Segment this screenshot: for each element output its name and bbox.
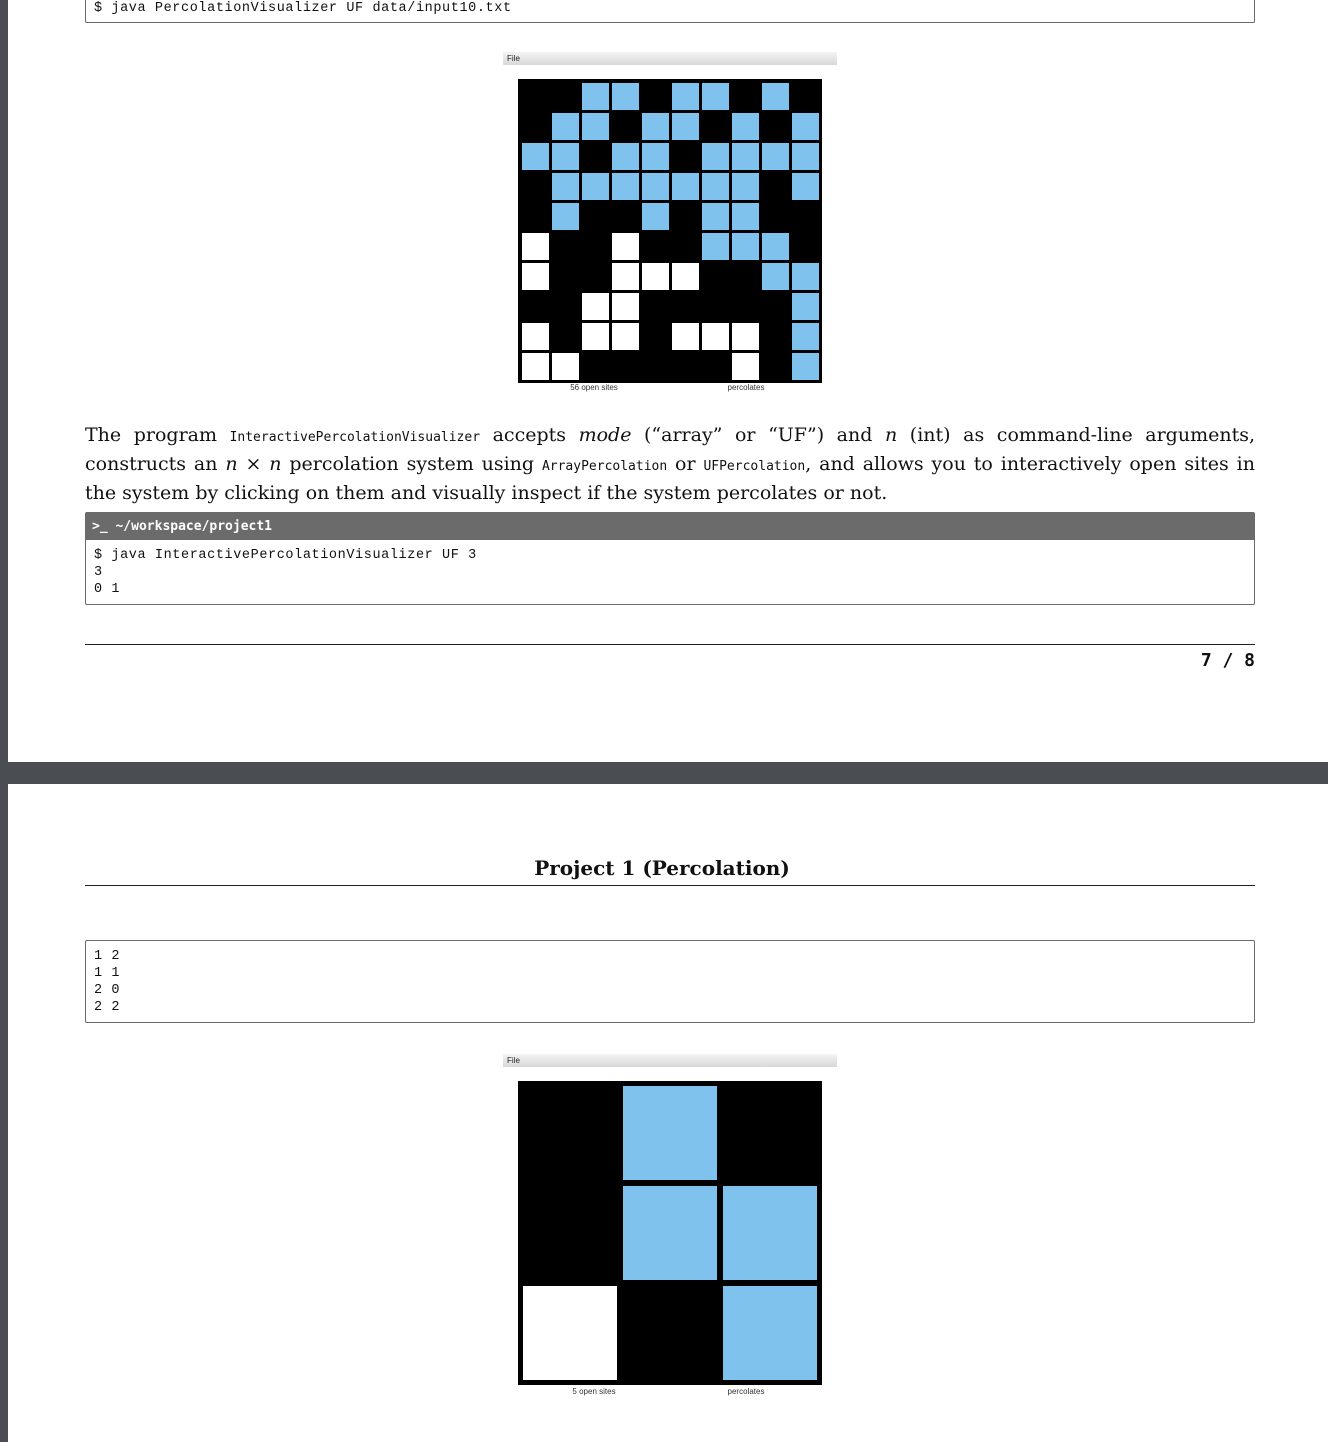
open-site[interactable] — [522, 263, 549, 290]
full-site[interactable] — [642, 203, 669, 230]
file-menu[interactable]: File — [507, 54, 520, 63]
open-site[interactable] — [522, 323, 549, 350]
full-site[interactable] — [702, 173, 729, 200]
text: or — [667, 453, 704, 475]
page-7 — [8, 0, 1328, 762]
full-site[interactable] — [612, 173, 639, 200]
text: (“array” or “UF”) and — [631, 424, 885, 446]
text: percolation system using — [281, 453, 542, 475]
full-site[interactable] — [732, 113, 759, 140]
full-site[interactable] — [723, 1186, 817, 1280]
terminal-top — [85, 0, 1255, 23]
full-site[interactable] — [702, 143, 729, 170]
file-menu[interactable]: File — [507, 1056, 520, 1065]
text: (int) as command-line arguments, constructs an — [85, 424, 1255, 475]
menu-bar — [503, 1054, 837, 1067]
terminal-input — [85, 940, 1255, 1023]
full-site[interactable] — [642, 173, 669, 200]
percolation-visualizer-window-small — [503, 1054, 837, 1402]
full-site[interactable] — [552, 173, 579, 200]
page-number: 7 / 8 — [1200, 650, 1255, 671]
full-site[interactable] — [582, 83, 609, 110]
menu-bar — [503, 52, 837, 65]
full-site[interactable] — [702, 83, 729, 110]
full-site[interactable] — [642, 113, 669, 140]
percolation-visualizer-window — [503, 52, 837, 396]
full-site[interactable] — [732, 173, 759, 200]
full-site[interactable] — [732, 233, 759, 260]
terminal-line: 0 1 — [94, 582, 121, 597]
percolates-label: percolates — [727, 1387, 765, 1396]
full-site[interactable] — [552, 203, 579, 230]
terminal-header: >_ ~/workspace/project1 — [86, 513, 1254, 540]
full-site[interactable] — [723, 1286, 817, 1380]
open-site[interactable] — [672, 263, 699, 290]
open-site[interactable] — [582, 293, 609, 320]
status-bar — [518, 383, 822, 395]
full-site[interactable] — [732, 203, 759, 230]
full-site[interactable] — [792, 173, 819, 200]
full-site[interactable] — [792, 113, 819, 140]
full-site[interactable] — [672, 173, 699, 200]
full-site[interactable] — [792, 323, 819, 350]
code-class-name: UFPercolation — [703, 459, 806, 474]
open-site[interactable] — [522, 233, 549, 260]
full-site[interactable] — [762, 83, 789, 110]
terminal-line: 1 2 — [94, 949, 121, 964]
terminal-line: 3 — [94, 565, 103, 580]
math-n-by-n: n × n — [225, 453, 282, 475]
terminal-top-body — [86, 0, 1254, 23]
open-sites-label: 56 open sites — [570, 383, 618, 392]
open-site[interactable] — [732, 353, 759, 380]
open-site[interactable] — [522, 353, 549, 380]
math-mode: mode — [578, 424, 632, 446]
full-site[interactable] — [762, 263, 789, 290]
open-site[interactable] — [642, 263, 669, 290]
full-site[interactable] — [792, 143, 819, 170]
open-site[interactable] — [552, 353, 579, 380]
terminal-interactive — [85, 512, 1255, 605]
full-site[interactable] — [672, 113, 699, 140]
description-paragraph — [85, 422, 1255, 506]
open-site[interactable] — [523, 1286, 617, 1380]
text: The program — [85, 424, 230, 446]
terminal-line: $ java InteractivePercolationVisualizer UF 3 — [94, 548, 477, 563]
terminal-body — [86, 941, 1254, 1022]
full-site[interactable] — [552, 113, 579, 140]
full-site[interactable] — [582, 113, 609, 140]
terminal-line: 1 1 — [94, 966, 121, 981]
footer-rule — [85, 644, 1255, 645]
open-site[interactable] — [612, 233, 639, 260]
open-site[interactable] — [582, 323, 609, 350]
full-site[interactable] — [792, 293, 819, 320]
text: , and allows you to interactively open sites in the system by clicking on them and visually inspect if the system percolates or not. — [85, 453, 1255, 504]
full-site[interactable] — [702, 233, 729, 260]
percolates-label: percolates — [727, 383, 765, 392]
full-site[interactable] — [672, 83, 699, 110]
terminal-body — [86, 540, 1254, 604]
full-site[interactable] — [792, 263, 819, 290]
open-site[interactable] — [612, 323, 639, 350]
open-site[interactable] — [612, 263, 639, 290]
full-site[interactable] — [582, 173, 609, 200]
document-title: Project 1 (Percolation) — [534, 856, 790, 880]
full-site[interactable] — [623, 1086, 717, 1180]
full-site[interactable] — [552, 143, 579, 170]
full-site[interactable] — [762, 233, 789, 260]
full-site[interactable] — [612, 143, 639, 170]
full-site[interactable] — [702, 203, 729, 230]
open-site[interactable] — [702, 323, 729, 350]
full-site[interactable] — [612, 83, 639, 110]
open-site[interactable] — [612, 293, 639, 320]
full-site[interactable] — [732, 143, 759, 170]
header-rule — [85, 885, 1255, 886]
full-site[interactable] — [522, 143, 549, 170]
code-class-name: ArrayPercolation — [541, 459, 668, 474]
full-site[interactable] — [792, 353, 819, 380]
full-site[interactable] — [762, 143, 789, 170]
text: accepts — [480, 424, 579, 446]
percolation-grid[interactable] — [518, 1081, 822, 1385]
terminal-line: 2 2 — [94, 1000, 121, 1015]
math-n: n — [884, 424, 898, 446]
open-sites-label: 5 open sites — [572, 1387, 616, 1396]
full-site[interactable] — [623, 1186, 717, 1280]
terminal-line: 2 0 — [94, 983, 121, 998]
status-bar — [518, 1387, 822, 1399]
open-site[interactable] — [672, 323, 699, 350]
terminal-line: $ java PercolationVisualizer UF data/input10.txt — [94, 1, 512, 16]
percolation-grid[interactable] — [518, 79, 822, 383]
open-site[interactable] — [732, 323, 759, 350]
full-site[interactable] — [642, 143, 669, 170]
code-class-name: InteractivePercolationVisualizer — [229, 430, 481, 445]
